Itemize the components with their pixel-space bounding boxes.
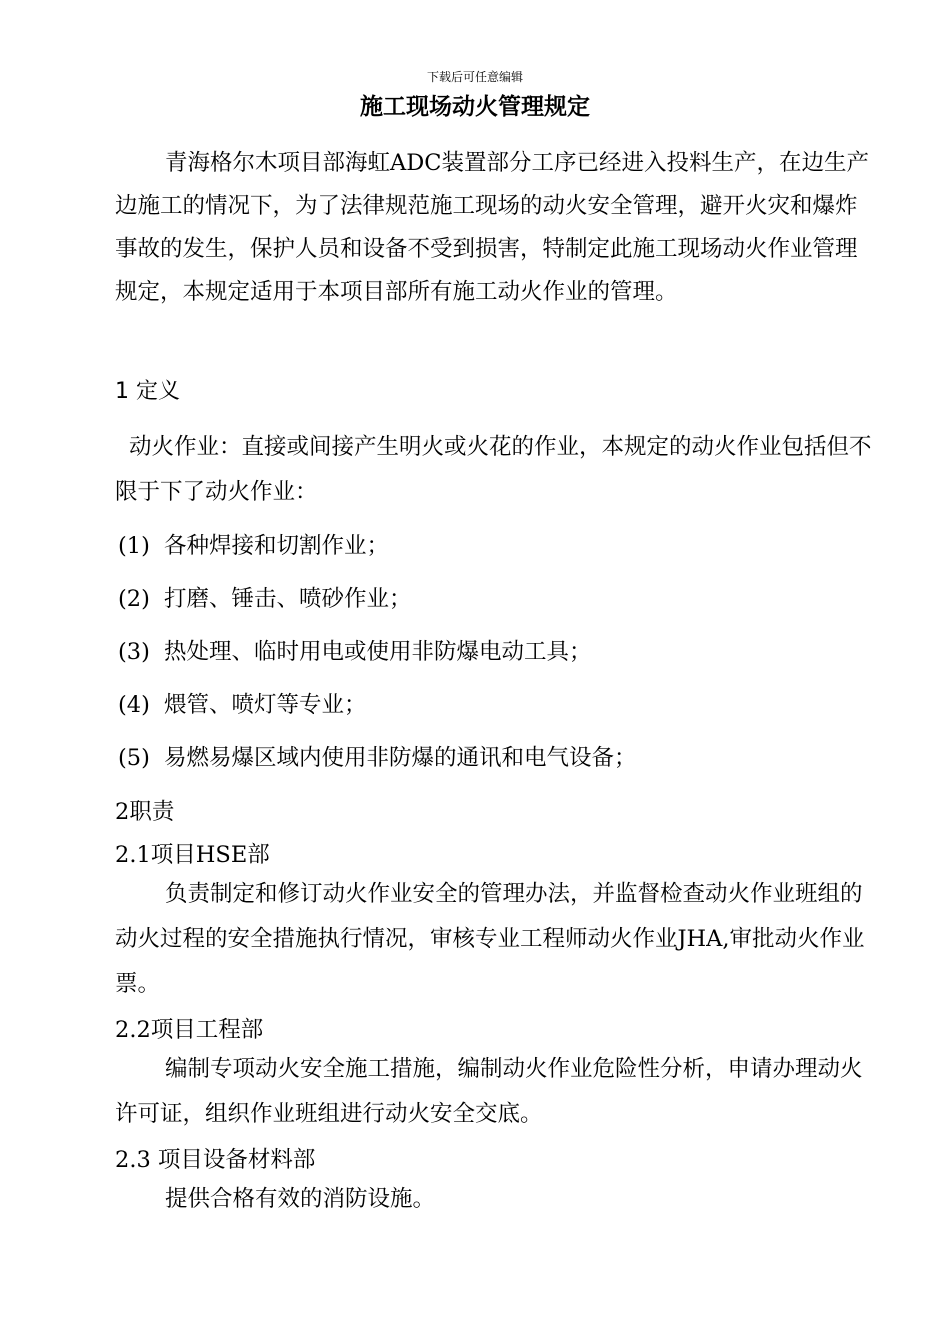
section-2-2-paragraph: 编制专项动火安全施工措施，编制动火作业危险性分析，申请办理动火许可证，组织作业班组进行动火安全交底。 [115,1056,863,1127]
section-2-1-paragraph: 负责制定和修订动火作业安全的管理办法，并监督检查动火作业班组的动火过程的安全措施执行情况，审核专业工程师动火作业JHA,审批动火作业票。 [115,881,865,997]
list-item [118,687,367,719]
section-2-heading: 2职责 [115,799,175,825]
header-note: 下载后可任意编辑 [426,70,523,84]
list-item [118,581,412,613]
list-item-number: (5) [118,745,150,771]
list-item-text: 易燃易爆区域内使用非防爆的通讯和电气设备； [164,745,637,771]
list-item-text: 热处理、临时用电或使用非防爆电动工具； [164,639,592,665]
intro-paragraph: 青海格尔木项目部海虹ADC装置部分工序已经进入投料生产，在边生产边施工的情况下，为了法律规范施工现场的动火安全管理，避开火灾和爆炸事故的发生，保护人员和设备不受到损害，特制定此施工现场动火作业管理规定，本规定适用于本项目部所有施工动火作业的管理。 [115,150,870,305]
section-2-1-heading: 2.1项目HSE部 [115,842,270,868]
section-2-3-heading: 2.3 项目设备材料部 [115,1147,316,1173]
list-item [118,634,592,666]
list-item-text: 各种焊接和切割作业； [164,533,390,559]
list-item-text: 煨管、喷灯等专业； [164,692,367,718]
list-item-number: (1) [118,533,150,559]
section-2-2-heading: 2.2项目工程部 [115,1017,264,1043]
page-title: 施工现场动火管理规定 [360,94,590,120]
list-item-number: (2) [118,586,150,612]
list-item-number: (4) [118,692,150,718]
section-2-3-paragraph: 提供合格有效的消防设施。 [165,1186,436,1212]
section-1-heading: 1 定义 [115,379,180,404]
list-item-number: (3) [118,639,150,665]
list-item [118,528,389,560]
list-item [118,740,637,772]
list-item-text: 打磨、锤击、喷砂作业； [164,586,412,612]
definition-paragraph: 动火作业：直接或间接产生明火或火花的作业，本规定的动火作业包括但不限于下了动火作业： [115,434,872,505]
